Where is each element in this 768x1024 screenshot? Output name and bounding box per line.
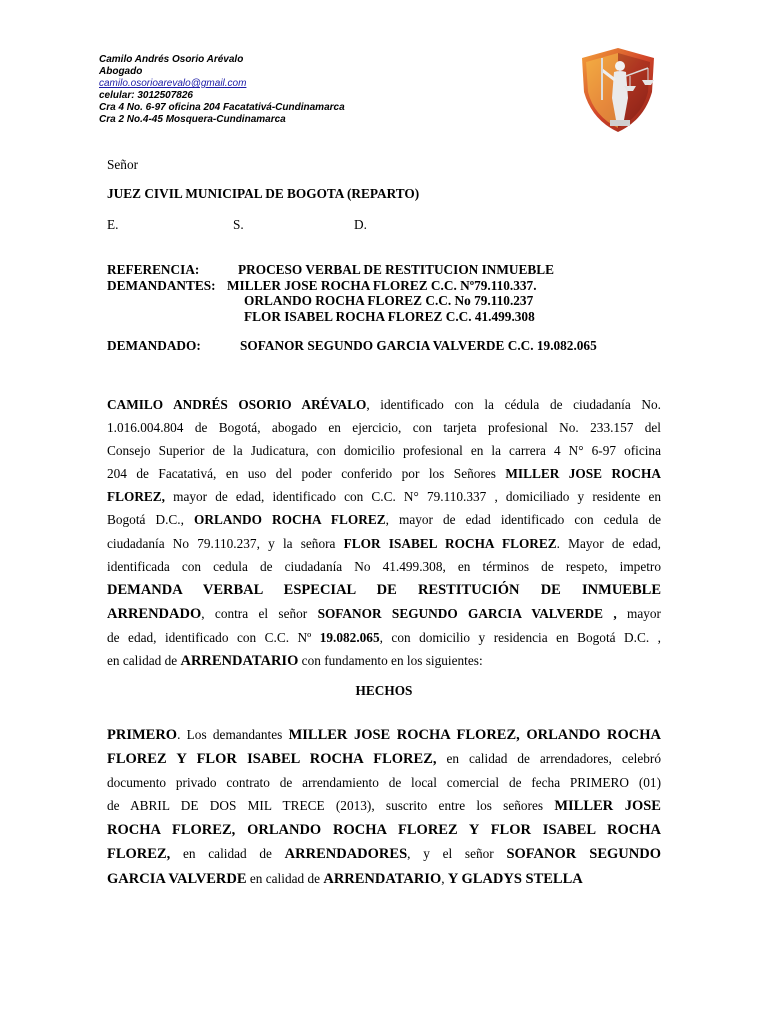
intro-line xyxy=(107,439,661,462)
office-address-2: Cra 2 No.4-45 Mosquera-Cundinamarca xyxy=(99,114,286,125)
intro-line xyxy=(107,602,661,626)
primero-text: en calidad de xyxy=(246,870,324,886)
esd-d: D. xyxy=(354,217,367,232)
primero-line xyxy=(107,794,661,818)
defendant-label: DEMANDADO: xyxy=(107,338,201,353)
addressee: JUEZ CIVIL MUNICIPAL DE BOGOTA (REPARTO) xyxy=(107,186,420,201)
plaintiff-1: MILLER JOSE ROCHA FLOREZ C.C. Nº79.110.337. xyxy=(227,277,537,293)
primero-bold-text: FLOREZ Y FLOR ISABEL ROCHA FLOREZ, xyxy=(107,751,437,768)
intro-line xyxy=(107,393,661,416)
primero-text: . Los demandantes xyxy=(177,727,289,742)
intro-bold-text: ARRENDADO xyxy=(107,605,202,622)
intro-text: mayor xyxy=(616,605,661,621)
plaintiff-2: ORLANDO ROCHA FLOREZ C.C. No 79.110.237 xyxy=(244,293,534,308)
intro-line xyxy=(107,578,661,602)
primero-paragraph xyxy=(107,723,661,891)
primero-text: en calidad de arrendadores, celebró xyxy=(436,751,661,767)
salutation: Señor xyxy=(107,157,139,172)
intro-text: ciudadanía No 79.110.237, y la señora xyxy=(107,535,344,551)
letterhead xyxy=(99,54,345,126)
intro-bold-text: DEMANDA VERBAL ESPECIAL DE RESTITUCIÓN DE INMUEBLE xyxy=(107,581,661,598)
intro-text: , con domicilio y residencia en Bogotá D.C. , xyxy=(379,629,661,645)
intro-text: de edad, identificado con C.C. Nº xyxy=(107,629,320,645)
intro-text: Bogotá D.C., xyxy=(107,512,195,528)
intro-text: Consejo Superior de la Judicatura, con domicilio profesional en la carrera 4 N° 6-97 oficina xyxy=(107,443,661,459)
lawyer-phone: celular: 3012507826 xyxy=(99,90,193,101)
intro-line xyxy=(107,532,661,555)
intro-text: con fundamento en los siguientes: xyxy=(298,653,483,669)
primero-line xyxy=(107,723,661,747)
intro-bold-text: SOFANOR SEGUNDO GARCIA VALVERDE , xyxy=(317,605,617,621)
primero-line xyxy=(107,771,661,794)
intro-text: 1.016.004.804 de Bogotá, abogado en ejercicio, con tarjeta profesional No. 233.157 del xyxy=(107,420,661,436)
plaintiffs-label: DEMANDANTES: xyxy=(107,277,216,293)
primero-text: , xyxy=(441,870,448,886)
primero-bold-text: MILLER JOSE xyxy=(554,798,661,815)
defendant-value: SOFANOR SEGUNDO GARCIA VALVERDE C.C. 19.082.065 xyxy=(240,338,597,353)
intro-bold-text: ARRENDATARIO xyxy=(180,653,299,670)
intro-bold-text: FLOREZ, xyxy=(107,489,165,505)
intro-line xyxy=(107,626,661,649)
primero-text: , y el señor xyxy=(407,846,507,862)
intro-line xyxy=(107,485,661,508)
primero-bold-text: ARRENDADORES xyxy=(284,846,408,863)
section-title-hechos: HECHOS xyxy=(355,683,413,698)
lawyer-email-link[interactable]: camilo.osorioarevalo@gmail.com xyxy=(99,78,247,89)
intro-text: 204 de Facatativá, en uso del poder conferido por los Señores xyxy=(107,466,506,482)
primero-bold-text: ROCHA FLOREZ, ORLANDO ROCHA FLOREZ Y FLOR ISABEL ROCHA xyxy=(107,822,661,839)
office-address-1: Cra 4 No. 6-97 oficina 204 Facatativá-Cundinamarca xyxy=(99,102,345,113)
reference-value: PROCESO VERBAL DE RESTITUCION INMUEBLE xyxy=(238,262,554,277)
primero-bold-text: SOFANOR SEGUNDO xyxy=(506,846,661,863)
intro-text: mayor de edad, identificado con C.C. N° 79.110.337 , domiciliado y residente en xyxy=(165,489,661,505)
primero-bold-text: Y GLADYS STELLA xyxy=(447,870,583,887)
intro-line xyxy=(107,649,661,673)
intro-line xyxy=(107,508,661,531)
primero-line xyxy=(107,867,661,891)
reference-label: REFERENCIA: xyxy=(107,262,200,277)
primero-bold-text: PRIMERO xyxy=(107,727,178,743)
intro-bold-text: MILLER JOSE ROCHA xyxy=(505,466,661,482)
primero-bold-text: ARRENDATARIO xyxy=(323,870,442,887)
intro-bold-text: CAMILO ANDRÉS OSORIO ARÉVALO xyxy=(107,397,367,412)
intro-text: , mayor de edad identificado con cedula de xyxy=(385,512,661,528)
justice-shield-logo-icon xyxy=(572,40,664,136)
primero-bold-text: MILLER JOSE ROCHA FLOREZ, ORLANDO ROCHA xyxy=(288,727,661,743)
intro-text: , contra el señor xyxy=(201,605,318,621)
intro-text: , identificado con la cédula de ciudadanía No. xyxy=(366,397,661,412)
intro-text: . Mayor de edad, xyxy=(556,535,661,551)
lawyer-title: Abogado xyxy=(99,66,143,77)
primero-bold-text: GARCIA VALVERDE xyxy=(107,870,247,887)
intro-line xyxy=(107,555,661,578)
intro-text: en calidad de xyxy=(107,653,181,669)
primero-text: documento privado contrato de arrendamiento de local comercial de fecha PRIMERO (01) xyxy=(107,775,661,791)
intro-bold-text: FLOR ISABEL ROCHA FLOREZ xyxy=(343,535,557,551)
primero-text: en calidad de xyxy=(170,846,285,862)
primero-line xyxy=(107,818,661,842)
intro-bold-text: ORLANDO ROCHA FLOREZ xyxy=(194,512,386,528)
intro-line xyxy=(107,416,661,439)
intro-line xyxy=(107,462,661,485)
intro-bold-text: 19.082.065 xyxy=(319,629,380,645)
primero-line xyxy=(107,842,661,866)
plaintiff-3: FLOR ISABEL ROCHA FLOREZ C.C. 41.499.308 xyxy=(244,308,535,324)
lawyer-name: Camilo Andrés Osorio Arévalo xyxy=(99,54,244,65)
primero-line xyxy=(107,747,661,771)
primero-text: de ABRIL DE DOS MIL TRECE (2013), suscrito entre los señores xyxy=(107,798,555,814)
intro-text: identificada con cedula de ciudadanía No 41.499.308, en términos de respeto, impetro xyxy=(107,558,661,574)
esd-e: E. xyxy=(107,217,119,232)
intro-paragraph xyxy=(107,393,661,673)
esd-s: S. xyxy=(233,217,244,232)
primero-bold-text: FLOREZ, xyxy=(107,846,171,863)
